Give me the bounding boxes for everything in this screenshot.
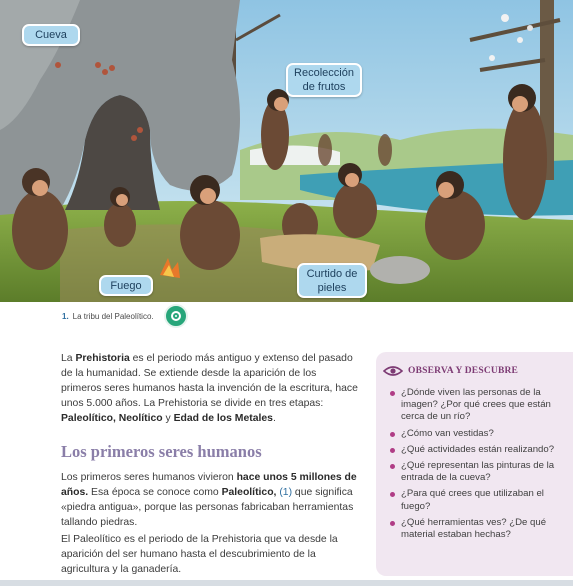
question-item: ¿Qué herramientas ves? ¿De qué material estaban hechas? xyxy=(390,517,565,541)
callout-fuego: Fuego xyxy=(99,275,153,296)
section-heading: Los primeros seres humanos xyxy=(61,442,262,461)
body-text: Esa época se conoce como xyxy=(88,487,222,499)
question-item: ¿Qué actividades están realizando? xyxy=(390,444,565,456)
observa-descubre-box xyxy=(376,352,573,576)
caption-number: 1. xyxy=(62,312,69,321)
term-paleolitico: Paleolítico, xyxy=(221,487,277,499)
body-text: Los primeros seres humanos vivieron xyxy=(61,472,237,483)
figure-reference[interactable]: (1) xyxy=(276,487,293,499)
observe-title: OBSERVA Y DESCUBRE xyxy=(408,366,519,376)
callout-curtido-pieles: Curtido de pieles xyxy=(297,263,367,298)
intro-text: y xyxy=(162,413,174,425)
intro-text: La xyxy=(61,353,76,364)
target-icon[interactable] xyxy=(164,304,188,328)
question-list xyxy=(376,377,573,541)
question-item: ¿Dónde viven las personas de la imagen? ¿Por qué crees que están cerca de un río? xyxy=(390,387,565,424)
page-bottom-edge xyxy=(0,580,573,586)
question-item: ¿Qué representan las pinturas de la entrada de la cueva? xyxy=(390,460,565,484)
paleolitico-paragraph xyxy=(61,470,359,530)
observe-header xyxy=(376,352,573,377)
question-item: ¿Cómo van vestidas? xyxy=(390,428,565,440)
figure-caption xyxy=(62,312,154,321)
callout-cueva: Cueva xyxy=(22,24,80,46)
intro-text: es el periodo más antiguo y extenso del pasado de la humanidad. Se extiende desde la aparición de los primeros seres humanos hasta la invención de la escritura, hace unos 5.000 años. La Prehistoria se divide en tres etapas: xyxy=(61,353,358,410)
term-etapas: Paleolítico, Neolítico xyxy=(61,413,163,425)
term-edad-metales: Edad de los Metales xyxy=(173,413,273,425)
term-5-millones: hace unos 5 millones de años. xyxy=(61,472,357,499)
body-text: que significa «piedra antigua», porque las personas fabricaban herramientas tallando piedras. xyxy=(61,487,354,529)
term-prehistoria: Prehistoria xyxy=(75,353,130,364)
definition-paragraph: El Paleolítico es el periodo de la Prehistoria que va desde la aparición del ser humano hasta el descubrimiento de la agricultura y la ganadería. xyxy=(61,534,338,576)
caption-text: La tribu del Paleolítico. xyxy=(72,312,154,321)
intro-paragraph xyxy=(61,351,359,426)
callout-recoleccion-frutos: Recolección de frutos xyxy=(286,63,362,97)
question-item: ¿Para qué crees que utilizaban el fuego? xyxy=(390,488,565,512)
eye-icon xyxy=(383,365,403,377)
intro-text: . xyxy=(272,413,276,425)
